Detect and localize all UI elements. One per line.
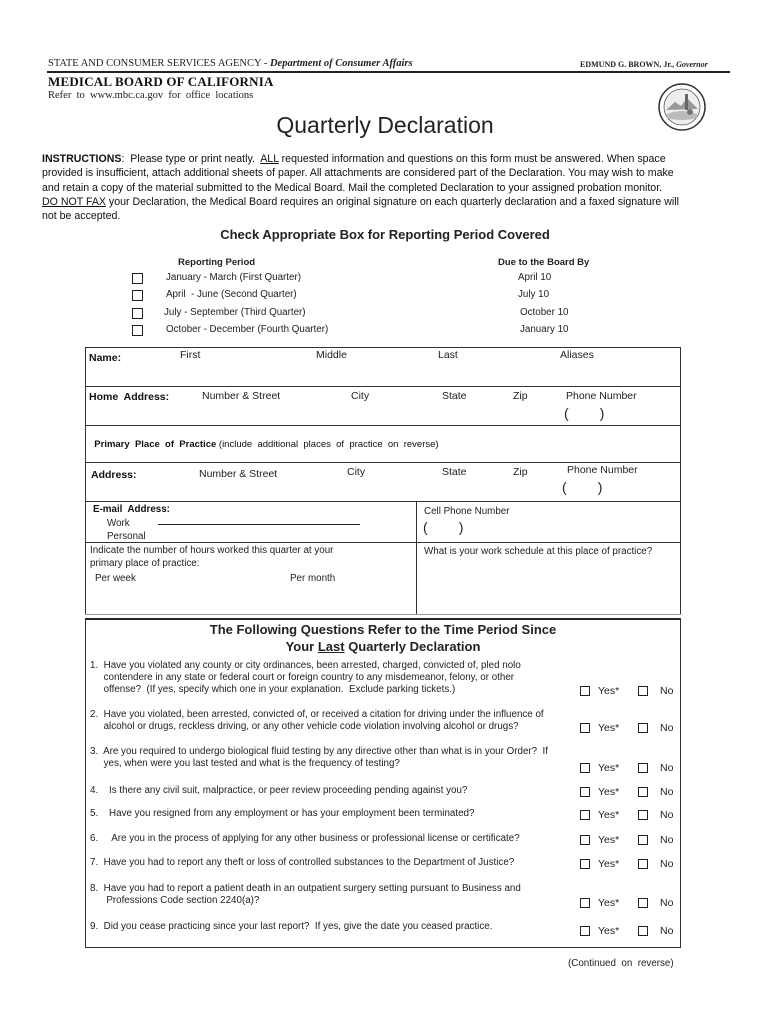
- question-line: 5. Have you resigned from any employment or has your employment been terminated?: [90, 808, 475, 819]
- yes-checkbox[interactable]: [580, 835, 590, 845]
- governor-title: Governor: [676, 60, 708, 69]
- due-header: Due to the Board By: [498, 257, 590, 268]
- middle-name-label: Middle: [316, 349, 347, 361]
- period-checkbox[interactable]: [132, 308, 143, 319]
- hours-instruction: [90, 545, 333, 570]
- instructions-text: provided is insufficient, attach additional sheets of paper. All attachments are considered part of the Declaration. You may wish to make: [42, 167, 674, 180]
- question-text: [90, 785, 467, 797]
- email-label: E-mail Address:: [93, 504, 170, 515]
- yes-checkbox[interactable]: [580, 810, 590, 820]
- department-name: Department of Consumer Affairs: [269, 58, 413, 69]
- practice-zip-label: Zip: [513, 466, 528, 478]
- primary-practice-input[interactable]: [88, 442, 678, 460]
- instructions-label: INSTRUCTIONS: [42, 153, 122, 165]
- period-due-date: July 10: [518, 289, 550, 300]
- yes-checkbox[interactable]: [580, 763, 590, 773]
- board-name: MEDICAL BOARD OF CALIFORNIA: [48, 74, 274, 89]
- period-label: July - September (Third Quarter): [164, 307, 306, 318]
- question-line: contendere in any state or federal court or foreign country to any misdemeanor, felony, or other: [90, 672, 515, 684]
- hours-input-area[interactable]: [90, 586, 410, 610]
- no-checkbox[interactable]: [638, 763, 648, 773]
- header-rule: [47, 71, 730, 73]
- question-text: [90, 921, 492, 933]
- row-divider: [85, 386, 681, 387]
- home-zip-label: Zip: [513, 390, 528, 402]
- instructions-emphasis: ALL: [260, 153, 279, 165]
- yes-checkbox[interactable]: [580, 686, 590, 696]
- questions-heading: [85, 622, 681, 655]
- row-divider: [85, 425, 681, 426]
- governor-line: [580, 60, 708, 69]
- office-note: Refer to www.mbc.ca.gov for office locations: [48, 90, 254, 101]
- yes-label: Yes*: [598, 786, 620, 798]
- question-text: [90, 857, 514, 869]
- work-schedule-input[interactable]: [420, 560, 675, 610]
- per-week-label: Per week: [95, 573, 136, 584]
- page-title: Quarterly Declaration: [276, 112, 494, 138]
- instructions-text: requested information and questions on this form must be answered. When space: [278, 153, 666, 165]
- question-line: 7. Have you had to report any theft or loss of controlled substances to the Department of Justice?: [90, 857, 515, 868]
- practice-city-label: City: [347, 466, 366, 478]
- instructions-text: : Please type or print neatly.: [121, 153, 261, 165]
- agency-name: STATE AND CONSUMER SERVICES AGENCY -: [48, 58, 268, 69]
- home-address-label: Home Address:: [89, 391, 170, 403]
- practice-state-label: State: [442, 466, 467, 478]
- no-label: No: [660, 897, 674, 910]
- no-label: No: [660, 809, 674, 821]
- continued-note: (Continued on reverse): [568, 958, 674, 969]
- row-divider: [85, 462, 681, 463]
- last-emphasis: Last: [317, 638, 345, 654]
- questions-heading-line: The Following Questions Refer to the Time Period Since: [209, 622, 557, 637]
- question-line: alcohol or drugs, reckless driving, or any other vehicle code violation involving alcohol or drugs?: [90, 721, 519, 733]
- yes-checkbox[interactable]: [580, 723, 590, 733]
- no-label: No: [660, 834, 674, 846]
- row-divider: [85, 542, 681, 543]
- practice-street-label: Number & Street: [199, 468, 278, 480]
- questions-heading-line: Your: [285, 638, 318, 654]
- home-state-label: State: [442, 390, 467, 402]
- question-text: [90, 660, 521, 697]
- first-name-label: First: [180, 349, 201, 361]
- no-label: No: [660, 762, 674, 775]
- period-label: January - March (First Quarter): [166, 272, 302, 283]
- name-label: Name:: [89, 352, 122, 364]
- period-checkbox[interactable]: [132, 273, 143, 284]
- instructions-text: not be accepted.: [42, 210, 121, 223]
- period-checkbox[interactable]: [132, 290, 143, 301]
- question-text: [90, 883, 521, 907]
- primary-practice-title: Primary Place of Practice: [94, 439, 217, 450]
- yes-checkbox[interactable]: [580, 926, 590, 936]
- no-label: No: [660, 685, 674, 698]
- primary-practice-note: (include additional places of practice on reverse): [216, 439, 439, 450]
- row-divider: [85, 501, 681, 502]
- instructions-text: and retain a copy of the material submitted to the Medical Board. Mail the completed Declaration to your assigned probation monitor.: [42, 181, 663, 194]
- aliases-label: Aliases: [560, 349, 594, 361]
- question-line: 2. Have you violated, been arrested, convicted of, or received a citation for driving under the influence of: [90, 709, 544, 720]
- yes-label: Yes*: [598, 925, 620, 937]
- yes-label: Yes*: [598, 722, 620, 735]
- period-header: Reporting Period: [178, 257, 256, 268]
- no-label: No: [660, 722, 674, 735]
- period-checkbox[interactable]: [132, 325, 143, 336]
- question-line: 9. Did you cease practicing since your last report? If yes, give the date you ceased practice.: [90, 921, 493, 932]
- home-phone-label: Phone Number: [566, 390, 637, 402]
- name-input-area[interactable]: [150, 362, 678, 384]
- question-line: 3. Are you required to undergo biological fluid testing by any directive other than what is in your Order? If: [90, 746, 548, 757]
- cell-phone-label: Cell Phone Number: [424, 506, 510, 517]
- column-divider: [416, 501, 417, 615]
- yes-label: Yes*: [598, 685, 620, 698]
- no-checkbox[interactable]: [638, 898, 648, 908]
- instructions: [42, 152, 732, 223]
- hours-text: primary place of practice:: [90, 557, 200, 569]
- no-checkbox[interactable]: [638, 859, 648, 869]
- period-label: April - June (Second Quarter): [166, 289, 297, 300]
- no-label: No: [660, 925, 674, 937]
- no-label: No: [660, 786, 674, 798]
- question-line: 1. Have you violated any county or city ordinances, been arrested, charged, convicted of, pled nolo: [90, 660, 521, 671]
- home-street-label: Number & Street: [202, 390, 281, 402]
- yes-label: Yes*: [598, 809, 620, 821]
- period-due-date: January 10: [520, 324, 569, 335]
- question-text: [90, 746, 548, 770]
- home-city-label: City: [351, 390, 370, 402]
- practice-phone-label: Phone Number: [567, 464, 638, 476]
- period-due-date: October 10: [520, 307, 569, 318]
- no-checkbox[interactable]: [638, 787, 648, 797]
- question-text: [90, 709, 544, 733]
- questions-heading-line: Quarterly Declaration: [344, 638, 481, 654]
- no-checkbox[interactable]: [638, 926, 648, 936]
- work-schedule-label: What is your work schedule at this place of practice?: [424, 546, 653, 557]
- question-line: 4. Is there any civil suit, malpractice, or peer review proceeding pending against you?: [90, 785, 468, 796]
- practice-phone-input[interactable]: ( ): [562, 479, 603, 495]
- home-phone-input[interactable]: ( ): [564, 405, 605, 421]
- question-line: Professions Code section 2240(a)?: [90, 895, 260, 907]
- yes-checkbox[interactable]: [580, 859, 590, 869]
- question-line: yes, when were you last tested and what is the frequency of testing?: [90, 758, 400, 770]
- no-checkbox[interactable]: [638, 723, 648, 733]
- no-checkbox[interactable]: [638, 810, 648, 820]
- yes-label: Yes*: [598, 834, 620, 846]
- agency-line: [48, 58, 413, 69]
- section-separator: [85, 614, 681, 615]
- reporting-heading: Check Appropriate Box for Reporting Period Covered: [220, 227, 550, 242]
- email-personal-label: Personal: [107, 531, 146, 542]
- yes-label: Yes*: [598, 897, 620, 910]
- no-fax-warning: DO NOT FAX: [42, 195, 106, 208]
- cell-phone-input[interactable]: ( ): [423, 519, 464, 535]
- governor-name: EDMUND G. BROWN, Jr.,: [580, 60, 675, 69]
- last-name-label: Last: [438, 349, 458, 361]
- no-checkbox[interactable]: [638, 835, 648, 845]
- yes-label: Yes*: [598, 762, 620, 775]
- period-due-date: April 10: [518, 272, 552, 283]
- question-text: [90, 833, 520, 845]
- question-line: offense? (If yes, specify which one in your explanation. Exclude parking tickets.): [90, 684, 456, 696]
- question-text: [90, 808, 474, 820]
- question-line: 8. Have you had to report a patient death in an outpatient surgery setting pursuant to Business and: [90, 883, 521, 894]
- hours-text: Indicate the number of hours worked this quarter at your: [90, 545, 334, 556]
- practice-address-label: Address:: [91, 469, 137, 481]
- yes-label: Yes*: [598, 858, 620, 870]
- question-line: 6. Are you in the process of applying for any other business or professional license or certificate?: [90, 833, 520, 844]
- no-label: No: [660, 858, 674, 870]
- yes-checkbox[interactable]: [580, 787, 590, 797]
- yes-checkbox[interactable]: [580, 898, 590, 908]
- email-work-input[interactable]: [158, 524, 360, 525]
- instructions-text: your Declaration, the Medical Board requires an original signature on each quarterly declaration and a faxed signature will: [105, 195, 679, 208]
- email-work-label: Work: [107, 518, 130, 529]
- no-checkbox[interactable]: [638, 686, 648, 696]
- per-month-label: Per month: [290, 573, 336, 584]
- period-label: October - December (Fourth Quarter): [166, 324, 329, 335]
